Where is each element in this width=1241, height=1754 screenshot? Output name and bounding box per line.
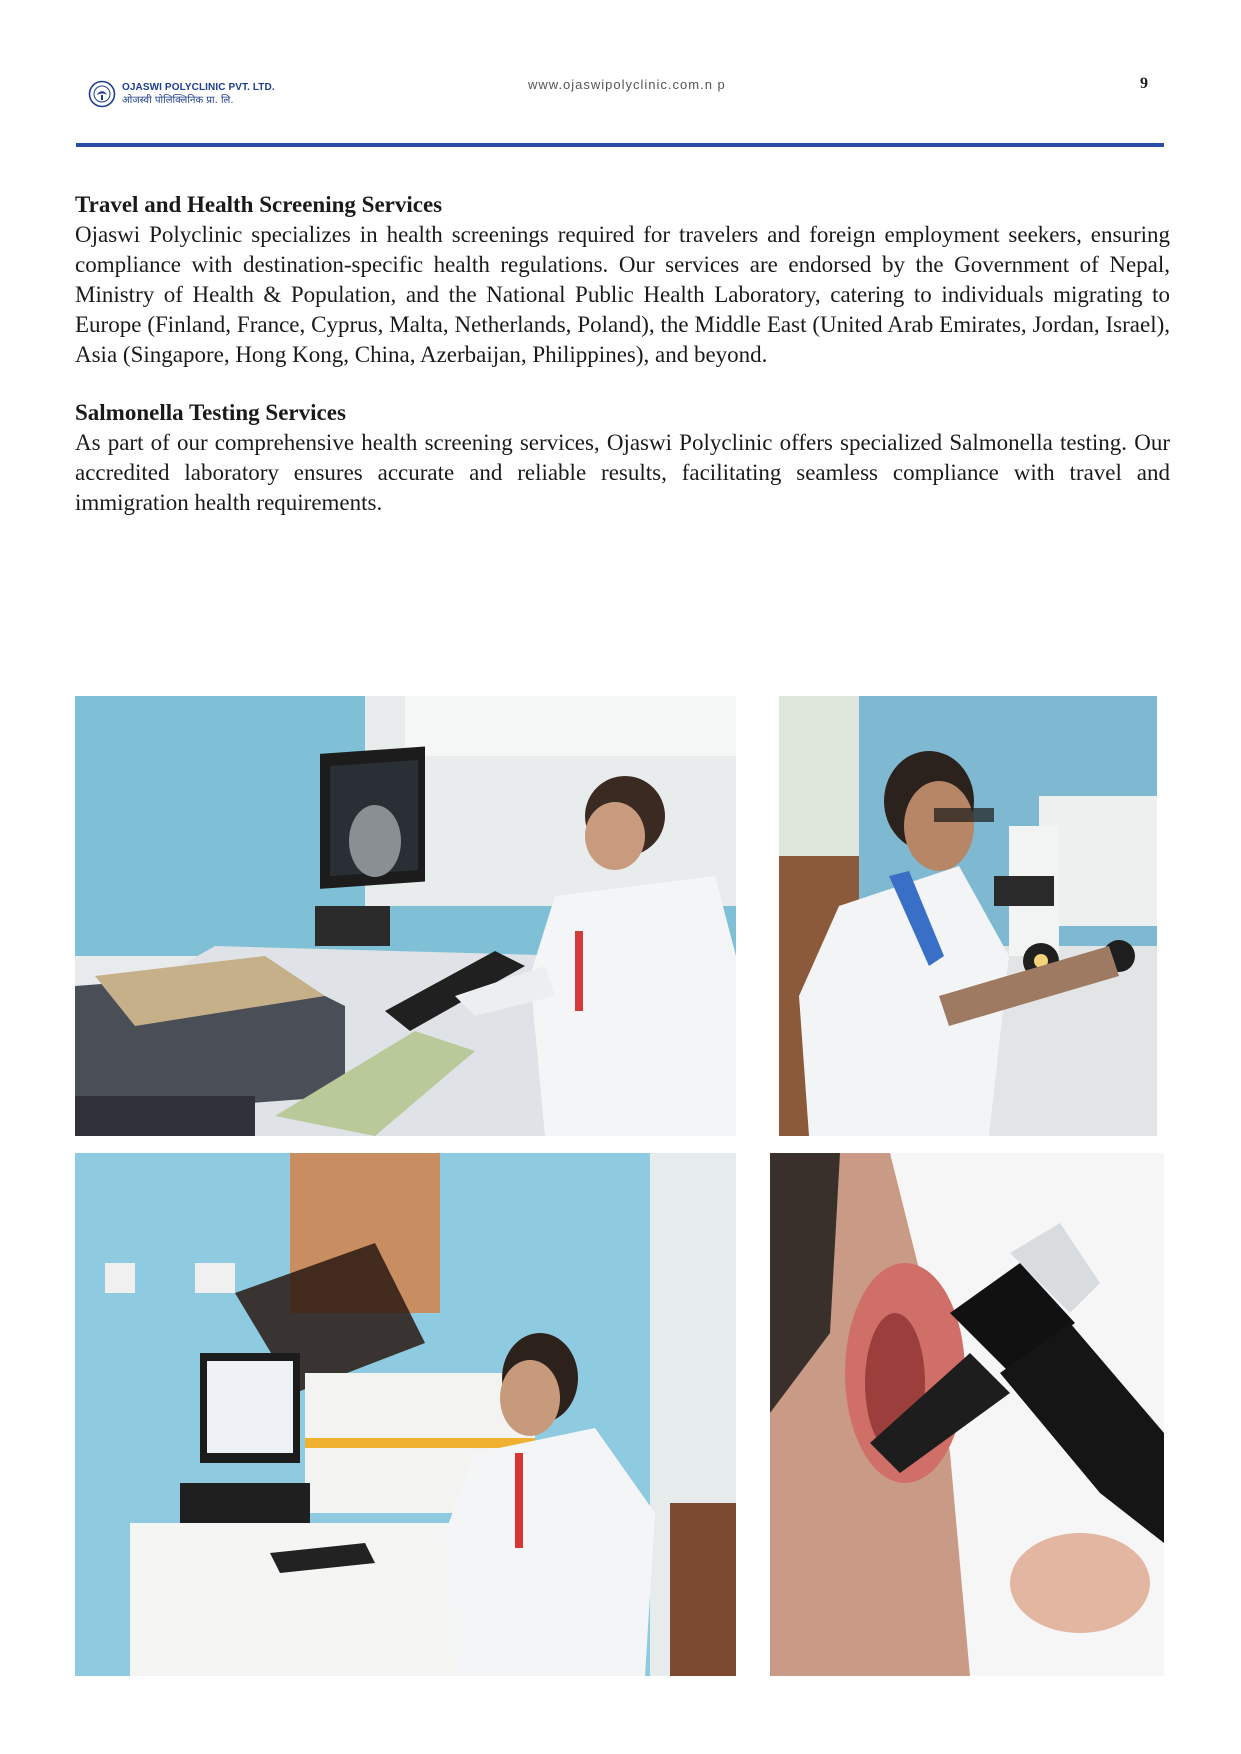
section-body: Ojaswi Polyclinic specializes in health screenings required for travelers and foreign employment seekers, ensuring compliance with destination-specific health regulations. Our services are endorsed by the Government of Nepal, Ministry of Health & Population, and the National Public Health Laboratory, catering to individuals migrating to Europe (Finland, France, Cyprus, Malta, Netherlands, Poland), the Middle East (United Arab Emirates, Jordan, Israel), Asia (Singapore, Hong Kong, China, Azerbaijan, Philippines), and beyond. <box>75 222 1170 367</box>
logo-name-en: OJASWI POLYCLINIC PVT. LTD. <box>122 81 275 93</box>
page-number: 9 <box>1140 75 1148 92</box>
section-body: As part of our comprehensive health screening services, Ojaswi Polyclinic offers specialized Salmonella testing. Our accredited laboratory ensures accurate and reliable results, facilitating seamless compliance with travel and immigration health requirements. <box>75 430 1170 515</box>
photo-microscope-lab <box>779 696 1157 1136</box>
header-divider <box>76 143 1164 147</box>
clinic-logo-icon <box>88 80 116 108</box>
clinic-logo <box>88 78 278 110</box>
section-heading: Salmonella Testing Services <box>75 400 346 425</box>
photo-lab-analyzer-workstation <box>75 1153 736 1676</box>
salmonella-section <box>75 398 1170 518</box>
travel-health-section <box>75 190 1170 370</box>
logo-name-np: ओजस्वी पोलिक्लिनिक प्रा. लि. <box>122 94 234 106</box>
website-url: www.ojaswipolyclinic.com.n p <box>528 77 726 92</box>
photo-radiology-workstation <box>75 696 736 1136</box>
section-heading: Travel and Health Screening Services <box>75 192 443 217</box>
photo-otoscope-ear-exam <box>770 1153 1164 1676</box>
